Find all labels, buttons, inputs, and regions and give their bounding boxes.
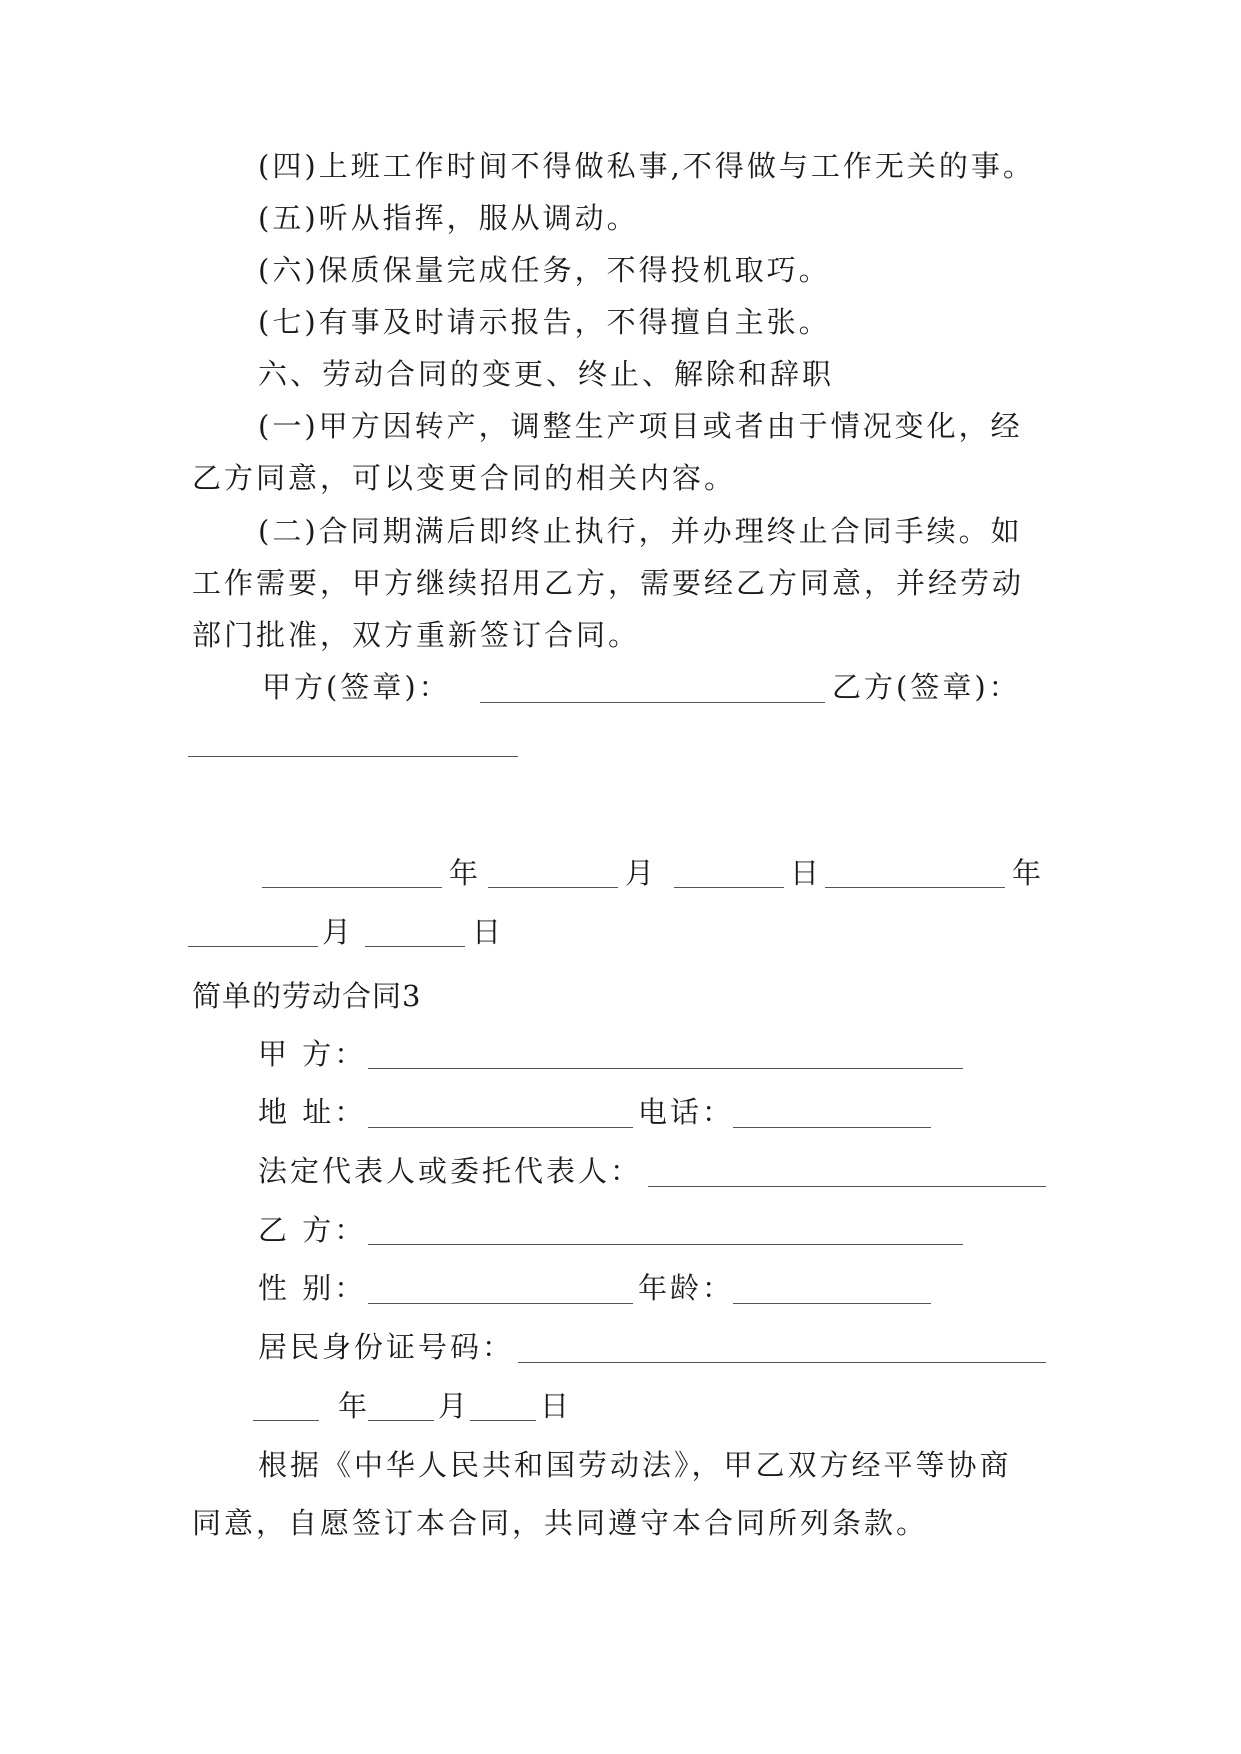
phone-label: 电话： [638, 1095, 735, 1129]
address-label: 地 址： [258, 1095, 367, 1129]
party-b-month-label: 月 [322, 915, 355, 949]
party-a-year-label: 年 [449, 856, 482, 890]
section-6-p1-line1: (一)甲方因转产，调整生产项目或者由于情况变化，经 [258, 409, 1023, 443]
party-a-month-field[interactable] [488, 887, 618, 888]
party-a-name-field[interactable] [368, 1068, 963, 1069]
party-a-month-label: 月 [625, 856, 658, 890]
party-a-signature-field[interactable] [480, 702, 825, 703]
party-a-signature-label: 甲方(签章)： [262, 670, 451, 704]
party-a-day-field[interactable] [674, 887, 784, 888]
section-6-p2-line1: (二)合同期满后即终止执行，并办理终止合同手续。如 [258, 514, 1023, 548]
phone-field[interactable] [733, 1127, 931, 1128]
party-b-year-label: 年 [1012, 856, 1045, 890]
contract-day-field[interactable] [470, 1420, 536, 1421]
section-6-p2-line2: 工作需要，甲方继续招用乙方，需要经乙方同意，并经劳动 [192, 566, 1025, 600]
party-b-name-field[interactable] [368, 1244, 963, 1245]
contract-3-title: 简单的劳动合同3 [192, 979, 422, 1013]
party-b-year-field[interactable] [825, 887, 1005, 888]
legal-rep-field[interactable] [648, 1186, 1046, 1187]
party-a-day-label: 日 [790, 856, 823, 890]
gender-field[interactable] [368, 1303, 633, 1304]
party-a-year-field[interactable] [262, 887, 442, 888]
contract-month-field[interactable] [368, 1420, 434, 1421]
party-a-label: 甲 方： [258, 1037, 367, 1071]
party-b-signature-field[interactable] [188, 756, 518, 757]
gender-label: 性 别： [258, 1271, 367, 1305]
clause-7: (七)有事及时请示报告，不得擅自主张。 [258, 305, 831, 339]
party-b-label: 乙 方： [258, 1213, 367, 1247]
contract-year-field[interactable] [253, 1420, 319, 1421]
intro-line-2: 同意，自愿签订本合同，共同遵守本合同所列条款。 [192, 1506, 929, 1540]
party-b-day-field[interactable] [365, 946, 465, 947]
age-field[interactable] [733, 1303, 931, 1304]
contract-day-label: 日 [540, 1389, 573, 1423]
id-number-field[interactable] [518, 1362, 1046, 1363]
contract-year-label: 年 [338, 1389, 371, 1423]
age-label: 年龄： [638, 1271, 735, 1305]
section-6-heading: 六、劳动合同的变更、终止、解除和辞职 [258, 357, 835, 391]
party-b-signature-label: 乙方(签章)： [832, 670, 1021, 704]
contract-month-label: 月 [438, 1389, 471, 1423]
clause-6: (六)保质保量完成任务，不得投机取巧。 [258, 253, 831, 287]
clause-4: (四)上班工作时间不得做私事,不得做与工作无关的事。 [258, 149, 1035, 183]
clause-5: (五)听从指挥，服从调动。 [258, 201, 639, 235]
section-6-p1-line2: 乙方同意，可以变更合同的相关内容。 [192, 461, 737, 495]
legal-rep-label: 法定代表人或委托代表人： [258, 1154, 643, 1188]
section-6-p2-line3: 部门批准，双方重新签订合同。 [192, 618, 641, 652]
id-number-label: 居民身份证号码： [258, 1330, 515, 1364]
party-b-month-field[interactable] [188, 946, 318, 947]
intro-line-1: 根据《中华人民共和国劳动法》，甲乙双方经平等协商 [258, 1448, 1012, 1482]
party-b-day-label: 日 [472, 915, 505, 949]
address-field[interactable] [368, 1127, 633, 1128]
